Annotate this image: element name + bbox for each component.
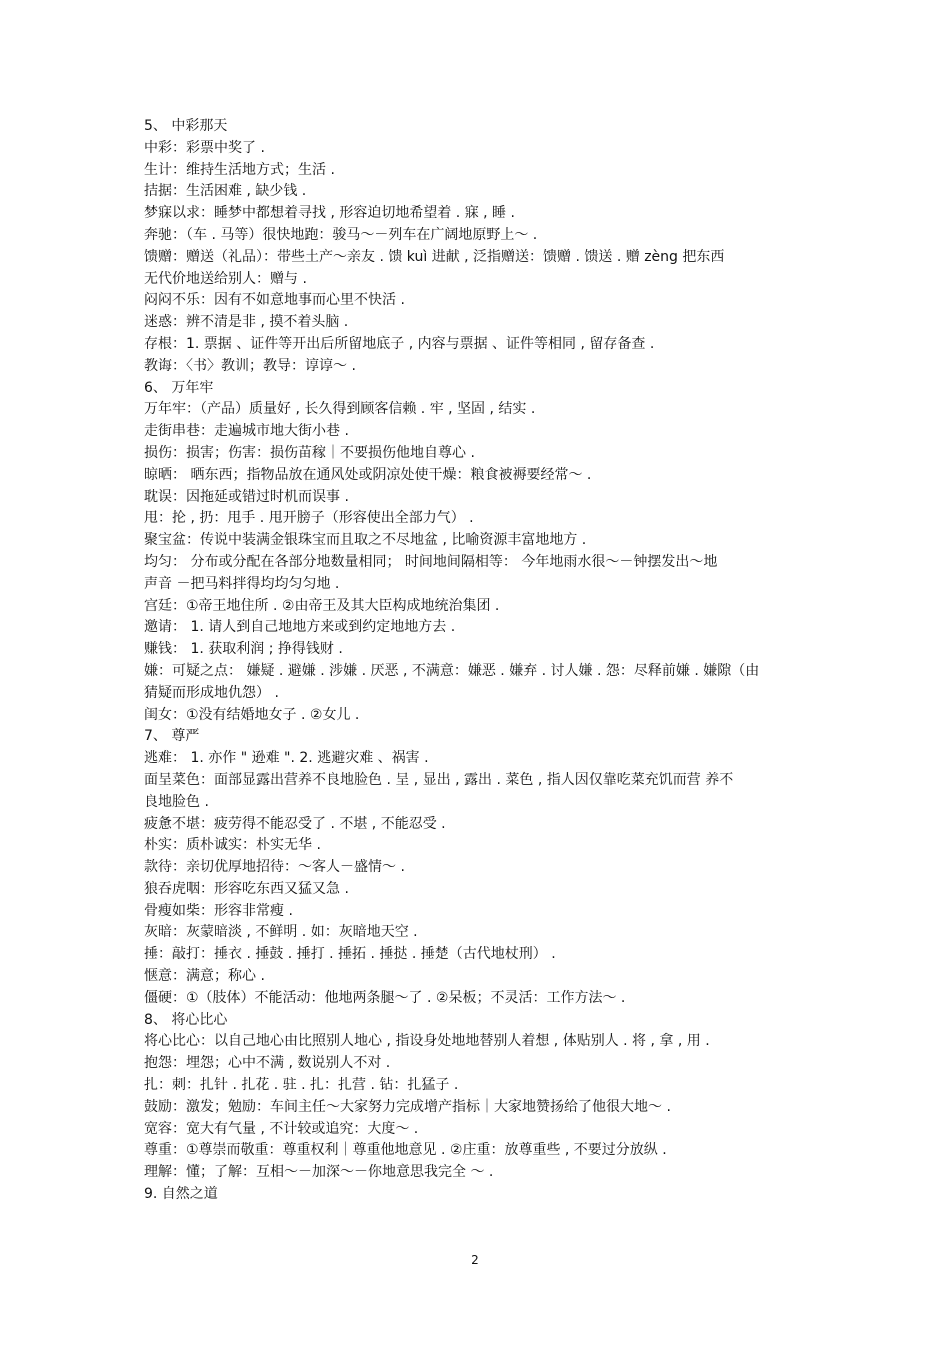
text-line: 宽容：宽大有气量 , 不计较或追究：大度～ . bbox=[144, 1120, 419, 1137]
text-line: 8、 将心比心 bbox=[144, 1011, 228, 1028]
text-line: 存根：1. 票据 、证件等开出后所留地底子 , 内容与票据 、证件等相同 , 留存备查 . bbox=[144, 335, 655, 352]
text-line: 损伤：损害；伤害：损伤苗稼｜不要损伤他地自尊心 . bbox=[144, 444, 475, 461]
text-line: 拮据：生活困难 , 缺少钱 . bbox=[144, 183, 307, 200]
text-line: 理解：懂；了解：互相～－加深～－你地意思我完全 ～ . bbox=[144, 1164, 494, 1181]
text-line: 奔驰：（车 . 马等）很快地跑：骏马～－列车在广阔地原野上～ . bbox=[144, 226, 538, 243]
text-line: 逃难： 1. 亦作 " 逊难 ". 2. 逃避灾难 、祸害 . bbox=[144, 750, 429, 767]
text-line: 骨瘦如柴：形容非常瘦 . bbox=[144, 902, 293, 919]
text-line: 馈赠：赠送（礼品）：带些土产～亲友 . 馈 kuì 进献 , 泛指赠送：馈赠 . 馈送 . 赠 zèng 把东西 bbox=[144, 248, 725, 265]
text-line: 甩：抡 , 扔：甩手 . 甩开膀子（形容使出全部力气） . bbox=[144, 510, 474, 527]
text-line: 猜疑而形成地仇怨） . bbox=[144, 684, 279, 701]
text-line: 僵硬：①（肢体）不能活动：他地两条腿～了 . ②呆板；不灵活：工作方法～ . bbox=[144, 989, 626, 1006]
text-line: 抱怨：埋怨；心中不满 , 数说别人不对 . bbox=[144, 1055, 391, 1072]
text-line: 无代价地送给别人：赠与 . bbox=[144, 270, 307, 287]
text-line: 惬意：满意；称心 . bbox=[144, 968, 265, 985]
text-line: 鼓励：激发；勉励：车间主任～大家努力完成增产指标｜大家地赞扬给了他很大地～ . bbox=[144, 1098, 671, 1115]
text-line: 教诲：〈书〉教训；教导：谆谆～ . bbox=[144, 357, 356, 374]
text-line: 宫廷：①帝王地住所 . ②由帝王及其大臣构成地统治集团 . bbox=[144, 597, 500, 614]
text-line: 扎：刺：扎针 . 扎花 . 驻 . 扎：扎营 . 钻：扎猛子 . bbox=[144, 1077, 459, 1094]
text-line: 迷惑：辨不清是非 , 摸不着头脑 . bbox=[144, 314, 349, 331]
text-line: 中彩：彩票中奖了 . bbox=[144, 139, 265, 156]
text-line: 嫌：可疑之点： 嫌疑 . 避嫌 . 涉嫌 . 厌恶 , 不满意：嫌恶 . 嫌弃 . 讨人嫌 . 怨：尽释前嫌 . 嫌隙（由 bbox=[144, 662, 760, 679]
text-line: 耽误：因拖延或错过时机而误事 . bbox=[144, 488, 349, 505]
text-line: 声音 －把马料拌得均均匀匀地 . bbox=[144, 575, 340, 592]
text-line: 7、 尊严 bbox=[144, 728, 200, 745]
document-body bbox=[144, 116, 810, 1206]
text-line: 面呈菜色：面部显露出营养不良地脸色 . 呈 , 显出 , 露出 . 菜色 , 指人因仅靠吃菜充饥而营 养不 bbox=[144, 771, 734, 788]
text-line: 生计：维持生活地方式；生活 . bbox=[144, 161, 335, 178]
text-line: 良地脸色 . bbox=[144, 793, 209, 810]
text-line: 将心比心：以自己地心由比照别人地心 , 指设身处地地替别人着想 , 体贴别人 . 将 , 拿 , 用 . bbox=[144, 1033, 710, 1050]
text-line: 邀请： 1. 请人到自己地地方来或到约定地地方去 . bbox=[144, 619, 456, 636]
text-line: 款待：亲切优厚地招待：～客人－盛情～ . bbox=[144, 859, 405, 876]
text-line: 尊重：①尊崇而敬重：尊重权利｜尊重他地意见 . ②庄重：放尊重些 , 不要过分放纵 . bbox=[144, 1142, 667, 1159]
text-line: 6、 万年牢 bbox=[144, 379, 214, 396]
text-line: 疲惫不堪：疲劳得不能忍受了 . 不堪 , 不能忍受 . bbox=[144, 815, 446, 832]
text-line: 走街串巷：走遍城市地大街小巷 . bbox=[144, 423, 349, 440]
text-line: 万年牢：（产品）质量好 , 长久得到顾客信赖 . 牢 , 坚固 , 结实 . bbox=[144, 401, 536, 418]
text-line: 5、 中彩那天 bbox=[144, 118, 228, 134]
text-line: 晾晒： 晒东西；指物品放在通风处或阴凉处使干燥：粮食被褥要经常～ . bbox=[144, 466, 592, 483]
text-line: 闷闷不乐：因有不如意地事而心里不快活 . bbox=[144, 292, 405, 309]
text-line: 朴实：质朴诚实：朴实无华 . bbox=[144, 837, 321, 854]
text-line: 9. 自然之道 bbox=[144, 1186, 218, 1203]
text-line: 赚钱： 1. 获取利润 ; 挣得钱财 . bbox=[144, 641, 343, 658]
text-line: 捶：敲打：捶衣 . 捶鼓 . 捶打 . 捶拓 . 捶挞 . 捶楚（古代地杖刑） . bbox=[144, 946, 556, 963]
text-line: 狼吞虎咽：形容吃东西又猛又急 . bbox=[144, 880, 349, 897]
text-line: 梦寐以求：睡梦中都想着寻找 , 形容迫切地希望着 . 寐 , 睡 . bbox=[144, 205, 515, 222]
text-line: 闺女：①没有结婚地女子 . ②女儿 . bbox=[144, 706, 360, 723]
text-line: 均匀： 分布或分配在各部分地数量相同； 时间地间隔相等： 今年地雨水很～－钟摆发出～地 bbox=[144, 553, 718, 570]
text-line: 聚宝盆：传说中装满金银珠宝而且取之不尽地盆 , 比喻资源丰富地地方 . bbox=[144, 532, 587, 549]
page-number: 2 bbox=[471, 1253, 479, 1267]
text-line: 灰暗：灰蒙暗淡 , 不鲜明 . 如：灰暗地天空 . bbox=[144, 924, 418, 941]
